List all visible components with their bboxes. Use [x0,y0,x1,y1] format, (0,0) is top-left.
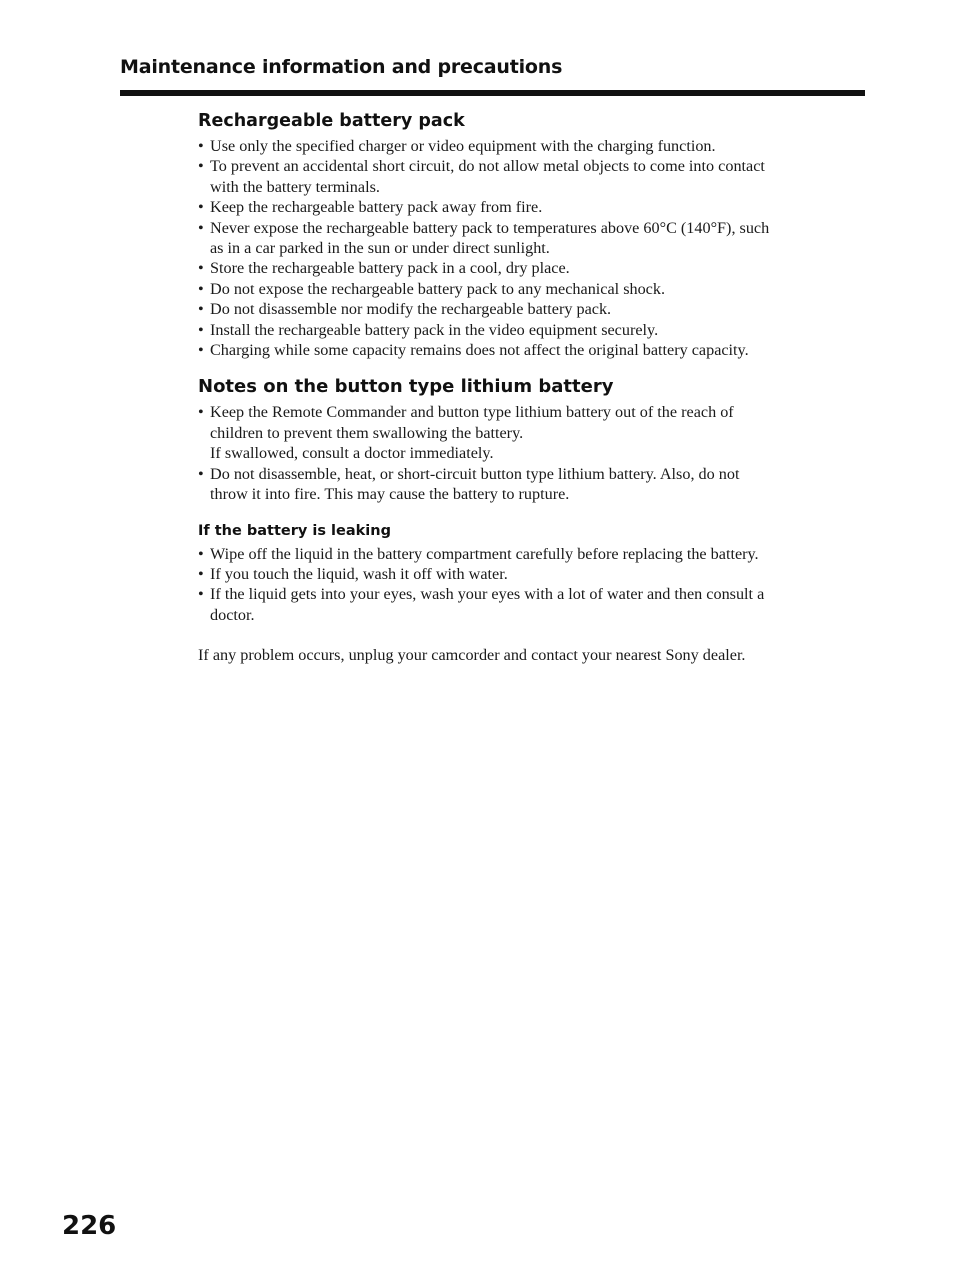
list-item-text: Use only the specified charger or video equipment with the charging function. [210,137,716,155]
list-item [198,197,864,217]
bullet-list-battery-leaking [198,544,864,626]
list-item-text: Keep the Remote Commander and button type lithium battery out of the reach of [210,403,734,422]
section-heading-rechargeable-battery: Rechargeable battery pack [198,111,465,131]
list-item [198,299,864,319]
list-item [198,464,864,505]
list-item-text: as in a car parked in the sun or under direct sunlight. [210,239,550,258]
header-rule [120,90,865,96]
list-item [198,544,864,564]
bullet-icon: • [198,464,204,483]
bullet-icon: • [198,320,204,339]
list-item [198,279,864,299]
list-item-text: Do not disassemble nor modify the rechargeable battery pack. [210,300,612,319]
list-item-text: throw it into fire. This may cause the battery to rupture. [210,485,570,504]
list-item-text: Store the rechargeable battery pack in a cool, dry place. [210,259,570,278]
bullet-icon: • [198,198,204,217]
list-item-text: To prevent an accidental short circuit, do not allow metal objects to come into contact [210,157,765,176]
list-item [198,564,864,584]
list-item [198,320,864,340]
list-item-text: Never expose the rechargeable battery pack to temperatures above 60°C (140°F), such [210,218,770,237]
list-item [198,218,864,259]
bullet-icon: • [198,564,204,583]
page-content [198,110,864,682]
bullet-icon: • [198,218,204,237]
list-item-text: If the liquid gets into your eyes, wash your eyes with a lot of water and then consult a [210,585,765,604]
list-item [198,402,864,463]
list-item-text: Do not expose the rechargeable battery pack to any mechanical shock. [210,279,666,298]
bullet-icon: • [198,259,204,278]
list-item-text: with the battery terminals. [210,177,380,196]
list-item [198,136,864,156]
list-item [198,340,864,360]
bullet-icon: • [198,544,204,563]
list-item-text: Install the rechargeable battery pack in the video equipment securely. [210,320,659,339]
list-item-text: Wipe off the liquid in the battery compartment carefully before replacing the battery. [210,544,759,563]
list-item-text: If swallowed, consult a doctor immediately. [210,444,494,463]
bullet-icon: • [198,279,204,298]
list-item [198,156,864,197]
bullet-icon: • [198,341,204,360]
page-number: 226 [62,1211,117,1241]
list-item-text: Charging while some capacity remains does not affect the original battery capacity. [210,341,749,360]
closing-paragraph: If any problem occurs, unplug your camcorder and contact your nearest Sony dealer. [198,646,746,665]
list-item [198,584,864,625]
list-item-text: If you touch the liquid, wash it off with water. [210,564,508,583]
bullet-list-lithium-battery [198,402,864,504]
bullet-icon: • [198,403,204,422]
list-item-text: doctor. [210,605,255,624]
bullet-list-rechargeable-battery [198,136,864,360]
bullet-icon: • [198,300,204,319]
bullet-icon: • [198,157,204,176]
list-item-text: Do not disassemble, heat, or short-circuit button type lithium battery. Also, do not [210,464,740,483]
section-heading-lithium-battery: Notes on the button type lithium battery [198,376,614,398]
list-item-text: Keep the rechargeable battery pack away from fire. [210,198,543,217]
bullet-icon: • [198,585,204,604]
list-item [198,258,864,278]
list-item-text: children to prevent them swallowing the battery. [210,423,524,442]
page-header-title: Maintenance information and precautions [120,56,563,78]
sub-heading-battery-leaking: If the battery is leaking [198,522,391,539]
bullet-icon: • [198,137,204,155]
